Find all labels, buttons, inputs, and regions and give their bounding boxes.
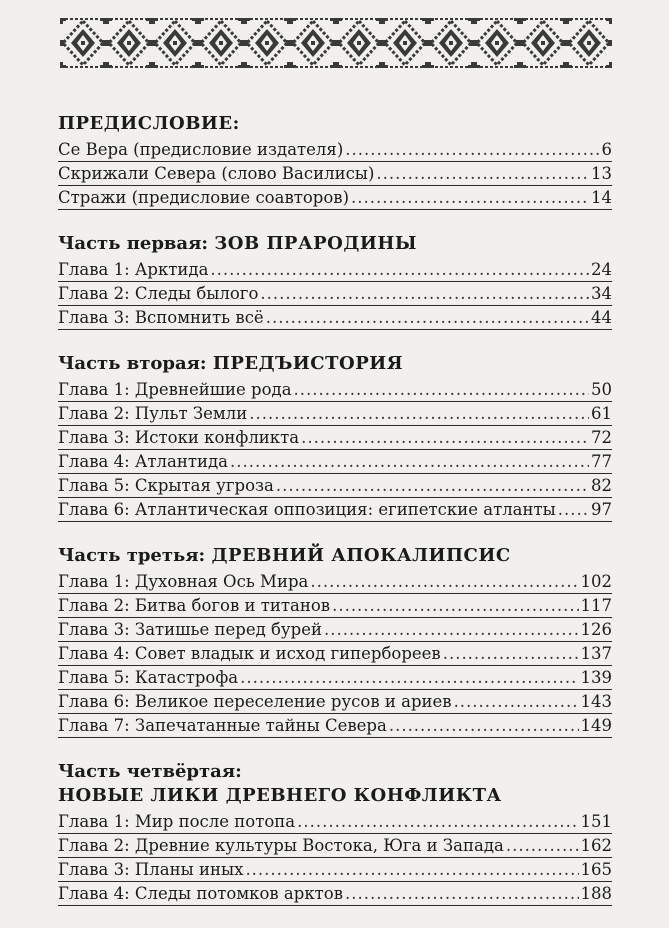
leader-dots bbox=[345, 882, 579, 905]
toc-entry-page: 13 bbox=[591, 164, 612, 183]
section-title-prefix: Часть четвёртая: bbox=[58, 761, 242, 782]
toc-entry[interactable] bbox=[58, 498, 612, 522]
leader-dots bbox=[210, 258, 589, 281]
leader-dots bbox=[260, 282, 589, 305]
toc-entry-page: 117 bbox=[580, 596, 612, 615]
toc-entry-page: 24 bbox=[591, 260, 612, 279]
section-title-prefix: Часть третья: bbox=[58, 545, 212, 566]
toc-entry-label: Глава 1: Духовная Ось Мира bbox=[58, 572, 309, 591]
toc-entry-page: 165 bbox=[580, 860, 612, 879]
toc-entry[interactable] bbox=[58, 378, 612, 402]
toc-entry-label: Глава 1: Древнейшие рода bbox=[58, 380, 292, 399]
section-title bbox=[58, 112, 612, 136]
section-title bbox=[58, 544, 612, 568]
toc-entry-page: 82 bbox=[591, 476, 612, 495]
toc-entry-page: 137 bbox=[580, 644, 612, 663]
toc-entry-label: Глава 3: Планы иных bbox=[58, 860, 244, 879]
section-part-2 bbox=[58, 352, 612, 522]
toc-entry[interactable] bbox=[58, 714, 612, 738]
toc-entry-page: 44 bbox=[591, 308, 612, 327]
section-part-1 bbox=[58, 232, 612, 330]
toc-entry-page: 97 bbox=[591, 500, 612, 519]
toc-entry-page: 188 bbox=[580, 884, 612, 903]
leader-dots bbox=[324, 618, 579, 641]
toc-entry[interactable] bbox=[58, 570, 612, 594]
leader-dots bbox=[240, 666, 578, 689]
toc-entry-page: 72 bbox=[591, 428, 612, 447]
toc-entry-label: Глава 3: Вспомнить всё bbox=[58, 308, 264, 327]
leader-dots bbox=[276, 474, 589, 497]
toc-entry-label: Глава 4: Совет владык и исход гипербореев bbox=[58, 644, 441, 663]
section-part-3 bbox=[58, 544, 612, 738]
toc-entry[interactable] bbox=[58, 810, 612, 834]
leader-dots bbox=[345, 138, 599, 161]
toc-entry[interactable] bbox=[58, 642, 612, 666]
toc-entry-label: Глава 2: Древние культуры Востока, Юга и Запада bbox=[58, 836, 504, 855]
section-title-prefix: Часть вторая: bbox=[58, 353, 213, 374]
toc-entry-label: Глава 5: Скрытая угроза bbox=[58, 476, 274, 495]
toc-entry-label: Глава 6: Великое переселение русов и ариев bbox=[58, 692, 452, 711]
section-title-main: ПРЕДЪИСТОРИЯ bbox=[212, 353, 404, 374]
toc-entry-label: Се Вера (предисловие издателя) bbox=[58, 140, 344, 159]
toc-entry[interactable] bbox=[58, 834, 612, 858]
embroidery-ornament-icon bbox=[60, 18, 612, 68]
leader-dots bbox=[230, 450, 589, 473]
section-title bbox=[58, 352, 612, 376]
leader-dots bbox=[332, 594, 578, 617]
leader-dots bbox=[376, 162, 589, 185]
toc-entry-label: Глава 2: Битва богов и титанов bbox=[58, 596, 331, 615]
toc-entry[interactable] bbox=[58, 690, 612, 714]
toc-entry[interactable] bbox=[58, 450, 612, 474]
toc-entry-label: Глава 2: Пульт Земли bbox=[58, 404, 248, 423]
leader-dots bbox=[443, 642, 579, 665]
toc-entry-page: 14 bbox=[591, 188, 612, 207]
leader-dots bbox=[266, 306, 589, 329]
toc-entry-label: Глава 6: Атлантическая оппозиция: египетские атланты bbox=[58, 500, 556, 519]
leader-dots bbox=[249, 402, 589, 425]
leader-dots bbox=[506, 834, 579, 857]
leader-dots bbox=[301, 426, 589, 449]
leader-dots bbox=[558, 498, 589, 521]
leader-dots bbox=[297, 810, 578, 833]
toc-entry-page: 102 bbox=[580, 572, 612, 591]
table-of-contents bbox=[58, 112, 612, 928]
toc-entry-page: 126 bbox=[580, 620, 612, 639]
toc-entry-label: Глава 3: Истоки конфликта bbox=[58, 428, 300, 447]
section-title bbox=[58, 760, 612, 808]
section-title-main: НОВЫЕ ЛИКИ ДРЕВНЕГО КОНФЛИКТА bbox=[58, 785, 502, 806]
toc-entry[interactable] bbox=[58, 594, 612, 618]
toc-entry-page: 139 bbox=[580, 668, 612, 687]
toc-entry-label: Глава 4: Атлантида bbox=[58, 452, 228, 471]
toc-entry-label: Глава 2: Следы былого bbox=[58, 284, 259, 303]
toc-entry[interactable] bbox=[58, 282, 612, 306]
toc-entry-label: Глава 5: Катастрофа bbox=[58, 668, 239, 687]
section-title-main: ДРЕВНИЙ АПОКАЛИПСИС bbox=[211, 545, 511, 566]
section-preface bbox=[58, 112, 612, 210]
section-title-main: ЗОВ ПРАРОДИНЫ bbox=[214, 233, 417, 254]
toc-entry[interactable] bbox=[58, 882, 612, 906]
toc-entry-label: Глава 1: Мир после потопа bbox=[58, 812, 296, 831]
toc-entry-page: 149 bbox=[580, 716, 612, 735]
toc-entry[interactable] bbox=[58, 186, 612, 210]
toc-entry-page: 77 bbox=[591, 452, 612, 471]
toc-entry[interactable] bbox=[58, 858, 612, 882]
toc-entry[interactable] bbox=[58, 618, 612, 642]
leader-dots bbox=[245, 858, 578, 881]
leader-dots bbox=[454, 690, 579, 713]
toc-entry-page: 162 bbox=[580, 836, 612, 855]
leader-dots bbox=[310, 570, 578, 593]
toc-entry-label: Глава 4: Следы потомков арктов bbox=[58, 884, 343, 903]
toc-entry-label: Глава 3: Затишье перед бурей bbox=[58, 620, 322, 639]
leader-dots bbox=[294, 378, 589, 401]
toc-entry[interactable] bbox=[58, 402, 612, 426]
toc-entry-page: 61 bbox=[591, 404, 612, 423]
toc-entry-page: 50 bbox=[591, 380, 612, 399]
toc-entry[interactable] bbox=[58, 666, 612, 690]
toc-entry-page: 143 bbox=[580, 692, 612, 711]
toc-entry[interactable] bbox=[58, 258, 612, 282]
section-title-main: ПРЕДИСЛОВИЕ: bbox=[58, 113, 240, 134]
section-title-prefix: Часть первая: bbox=[58, 233, 215, 254]
toc-entry-page: 151 bbox=[580, 812, 612, 831]
toc-entry-page: 34 bbox=[591, 284, 612, 303]
toc-entry[interactable] bbox=[58, 426, 612, 450]
toc-entry-page: 6 bbox=[601, 140, 612, 159]
toc-entry-label: Скрижали Севера (слово Василисы) bbox=[58, 164, 375, 183]
leader-dots bbox=[389, 714, 579, 737]
toc-entry-label: Стражи (предисловие соавторов) bbox=[58, 188, 350, 207]
toc-entry[interactable] bbox=[58, 474, 612, 498]
leader-dots bbox=[351, 186, 589, 209]
section-title bbox=[58, 232, 612, 256]
toc-entry[interactable] bbox=[58, 138, 612, 162]
section-part-4 bbox=[58, 760, 612, 906]
toc-entry-label: Глава 7: Запечатанные тайны Севера bbox=[58, 716, 387, 735]
toc-entry[interactable] bbox=[58, 306, 612, 330]
toc-entry[interactable] bbox=[58, 162, 612, 186]
toc-entry-label: Глава 1: Арктида bbox=[58, 260, 209, 279]
